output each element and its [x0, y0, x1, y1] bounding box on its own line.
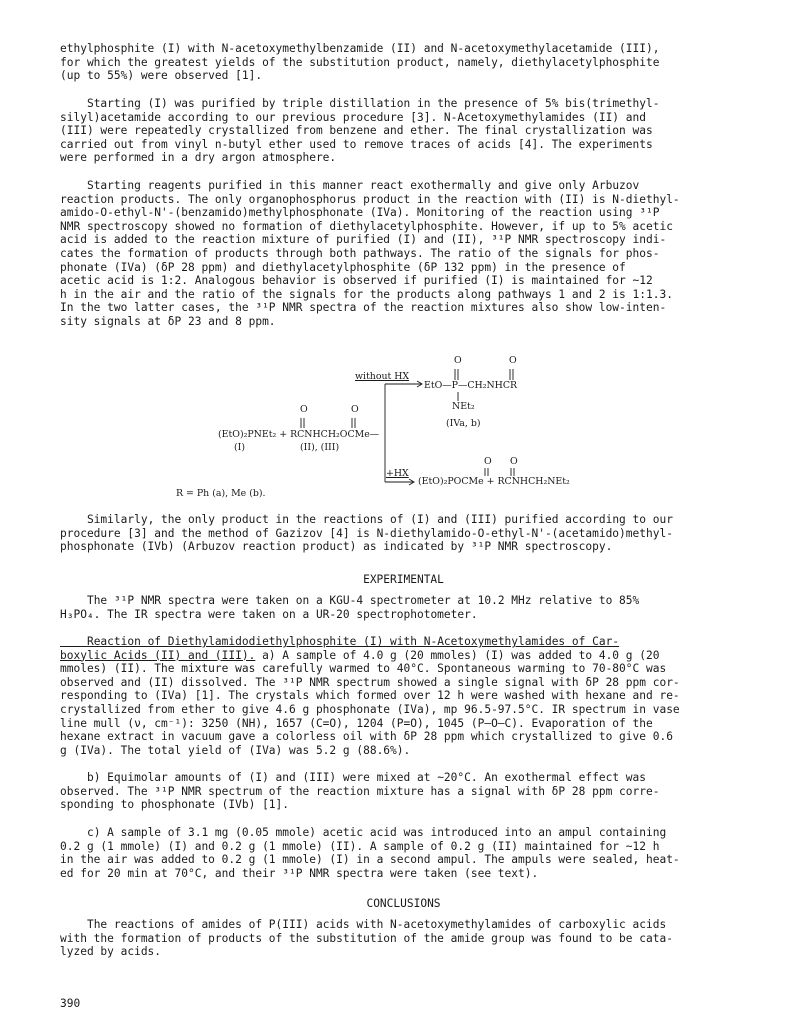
scheme-reactants: (EtO)₂PNEt₂ + RCNHCH₂OCMe— — [218, 429, 380, 440]
procedure-title: Reaction of Diethylamidodiethylphosphite (I) with N-Acetoxymethylamides of Car- boxylic Acids (II) and (III). — [60, 635, 620, 662]
heading-experimental: EXPERIMENTAL — [363, 573, 444, 586]
paragraph-intro-continued: ethylphosphite (I) with N-acetoxymethylbenzamide (II) and N-acetoxymethylacetamide (III), for which the greatest yields of the substitution product, namely, diethylacetylphosphite (up to 55%) were observed [1]. — [60, 42, 660, 83]
paragraph-procedure-b: b) Equimolar amounts of (I) and (III) were mixed at ~20°C. An exothermal effect was observed. The ³¹P NMR spectrum of the reaction mixture has a signal with δP 28 ppm corre- sponding to phosphonate (IVb) [1]. — [60, 771, 660, 812]
paragraph-iii-reaction: Similarly, the only product in the reactions of (I) and (III) purified according to our procedure [3] and the method of Gazizov [4] is N-diethylamido-O-ethyl-N'-(acetamido)methyl- phosphonate (IVb) (Arbuzov reaction product) as indicated by ³¹P NMR spectroscopy. — [60, 513, 673, 554]
paragraph-procedure-c: c) A sample of 3.1 mg (0.05 mmole) acetic acid was introduced into an ampul containing 0.2 g (1 mmole) (I) and 0.2 g (1 mmole) (II). A sample of 0.2 g (II) maintained for ~12 h in the air was added to 0.2 g (1 mmole) (I) in a second ampul. The ampuls were sealed, heat- ed for 20 min at 70°C, and their ³¹P NMR spectra were taken (see text). — [60, 826, 680, 880]
scheme-hx-label: +HX — [386, 468, 409, 479]
paragraph-conclusions: The reactions of amides of P(III) acids with N-acetoxymethylamides of carboxylic acids with the formation of products of the substitution of the amide group was found to be cata- lyzed by acids. — [60, 918, 673, 959]
scheme-bottom-oxygen-1: O — [484, 456, 492, 467]
scheme-top-oxygen-2: O — [509, 355, 517, 366]
scheme-top-oxygen-1: O — [454, 355, 462, 366]
procedure-body: a) A sample of 4.0 g (20 mmoles) (I) was added to 4.0 g (20 mmoles) (II). The mixture was carefully warmed to 40°C. Spontaneous warming to 70-80°C was observed and (II) dissolved. The ³¹P NMR spectrum showed a single signal with δP 28 ppm cor- responding to (IVa) [1]. The crystals which formed over 12 h were washed with hexane and re- crystallized from ether to give 4.6 g phosphonate (IVa), mp 96.5-97.5°C. IR spectrum in vase line mull (ν, cm⁻¹): 3250 (NH), 1657 (C=O), 1204 (P=O), 1045 (P—O—C). Evaporation of the hexane extract in vacuum gave a colorless oil with δP 28 ppm which crystallized to give 0.6 g (IVa). The total yield of (IVa) was 5.2 g (88.6%). — [60, 648, 680, 757]
paragraph-starting-purification: Starting (I) was purified by triple distillation in the presence of 5% bis(trimethyl- silyl)acetamide according to our previous procedure [3]. N-Acetoxymethylamides (II) and (III) were repeatedly crystallized from benzene and ether. The final crystallization was carried out from vinyl n-butyl ether used to remove traces of acids [4]. The experiments were performed in a dry argon atmosphere. — [60, 97, 660, 165]
scheme-left-oxygen-2: O — [351, 404, 359, 415]
scheme-r-definition: R = Ph (a), Me (b). — [176, 488, 266, 499]
scheme-net2-group: NEt₂ — [452, 401, 475, 412]
scheme-left-oxygen-1: O — [300, 404, 308, 415]
scheme-phosphonate-product: EtO—P—CH₂NHCR — [424, 380, 518, 391]
page-number: 390 — [60, 997, 81, 1010]
paragraph-spectra-methods: The ³¹P NMR spectra were taken on a KGU-4 spectrometer at 10.2 MHz relative to 85% H₃PO₄. The IR spectra were taken on a UR-20 spectrophotometer. — [60, 594, 640, 621]
scheme-label-i: (I) — [234, 442, 246, 453]
scheme-without-hx-label: without HX — [355, 371, 410, 382]
scheme-label-iva-b: (IVa, b) — [446, 418, 481, 429]
scheme-label-ii-iii: (II), (III) — [300, 442, 340, 453]
scheme-bottom-products: (EtO)₂POCMe + RCNHCH₂NEt₂ — [418, 476, 570, 487]
scheme-bottom-oxygen-2: O — [510, 456, 518, 467]
paragraph-reaction-procedure — [60, 635, 750, 757]
heading-conclusions: CONCLUSIONS — [366, 897, 441, 910]
paragraph-reaction-results: Starting reagents purified in this manner react exothermally and give only Arbuzov reaction products. The only organophosphorus product in the reaction with (II) is N-diethyl- amido-O-ethyl-N'-(benzamido)methylphosphonate (IVa). Monitoring of the reaction using ³¹P NMR spectroscopy showed no formation of diethylacetylphosphite. However, if up to 5% acetic acid is added to the reaction mixture of purified (I) and (II), ³¹P NMR spectroscopy indi- cates the formation of products through both pathways. The ratio of the signals for phos- phonate (IVa) (δP 28 ppm) and diethylacetylphosphite (δP 132 ppm) in the presence of acetic acid is 1:2. Analogous behavior is observed if purified (I) is maintained for ~12 h in the air and the ratio of the signals for the products along pathways 1 and 2 is 1:1.3. In the two latter cases, the ³¹P NMR spectra of the reaction mixtures also show low-inten- sity signals at δP 23 and 8 ppm. — [60, 179, 680, 328]
